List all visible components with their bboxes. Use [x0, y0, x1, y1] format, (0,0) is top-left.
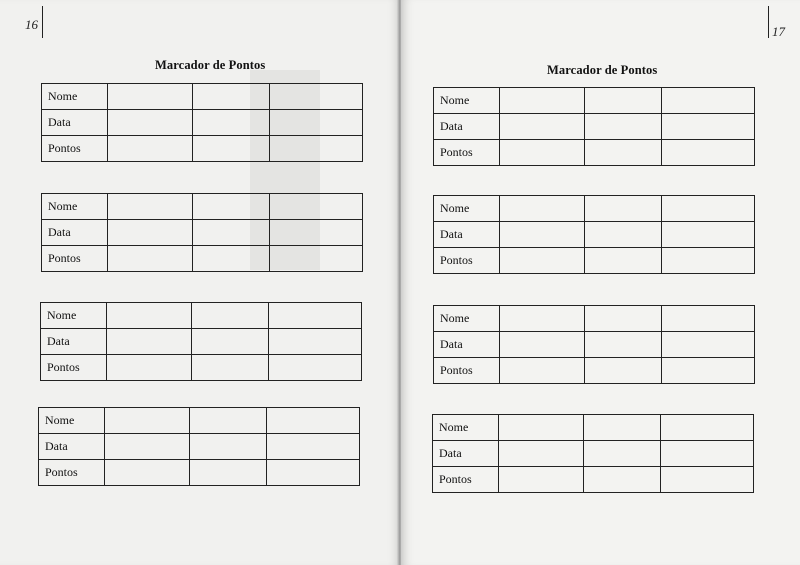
table-row [41, 329, 362, 355]
score-cell[interactable] [500, 358, 585, 384]
table-row [41, 355, 362, 381]
score-cell[interactable] [269, 355, 362, 381]
score-cell[interactable] [500, 248, 585, 274]
score-cell[interactable] [267, 408, 360, 434]
row-label: Data [39, 434, 105, 460]
score-cell[interactable] [585, 332, 662, 358]
row-label: Pontos [434, 358, 500, 384]
row-label: Nome [434, 306, 500, 332]
table-row [42, 220, 363, 246]
score-cell[interactable] [662, 306, 755, 332]
score-table-2 [41, 193, 363, 272]
table-row [39, 434, 360, 460]
score-cell[interactable] [500, 140, 585, 166]
score-table-4 [38, 407, 360, 486]
table-row [434, 114, 755, 140]
score-cell[interactable] [193, 136, 270, 162]
score-cell[interactable] [661, 441, 754, 467]
score-cell[interactable] [500, 88, 585, 114]
table-row [434, 248, 755, 274]
table-row [433, 467, 754, 493]
row-label: Pontos [434, 140, 500, 166]
right-page [401, 0, 800, 565]
table-row [42, 110, 363, 136]
table-row [42, 84, 363, 110]
row-label: Data [434, 222, 500, 248]
page-title: Marcador de Pontos [155, 58, 266, 72]
score-cell[interactable] [192, 355, 269, 381]
row-label: Data [434, 332, 500, 358]
page-number-rule [42, 6, 43, 38]
table-row [433, 441, 754, 467]
score-cell[interactable] [193, 110, 270, 136]
page-number: 16 [25, 17, 38, 32]
score-cell[interactable] [190, 460, 267, 486]
score-cell[interactable] [108, 110, 193, 136]
score-cell[interactable] [270, 246, 363, 272]
table-row [39, 460, 360, 486]
page-number-rule [768, 6, 769, 38]
score-cell[interactable] [269, 303, 362, 329]
score-cell[interactable] [585, 88, 662, 114]
row-label: Data [42, 220, 108, 246]
score-cell[interactable] [105, 434, 190, 460]
row-label: Data [42, 110, 108, 136]
score-cell[interactable] [267, 434, 360, 460]
score-cell[interactable] [105, 460, 190, 486]
score-cell[interactable] [269, 329, 362, 355]
score-cell[interactable] [108, 136, 193, 162]
score-cell[interactable] [270, 220, 363, 246]
score-cell[interactable] [661, 415, 754, 441]
score-cell[interactable] [662, 248, 755, 274]
score-cell[interactable] [270, 194, 363, 220]
score-cell[interactable] [662, 88, 755, 114]
score-cell[interactable] [270, 110, 363, 136]
score-cell[interactable] [584, 441, 661, 467]
score-cell[interactable] [193, 246, 270, 272]
score-table-1 [433, 87, 755, 166]
row-label: Nome [42, 84, 108, 110]
score-cell[interactable] [193, 84, 270, 110]
score-cell[interactable] [662, 114, 755, 140]
row-label: Pontos [42, 246, 108, 272]
row-label: Nome [433, 415, 499, 441]
row-label: Nome [39, 408, 105, 434]
score-cell[interactable] [193, 220, 270, 246]
score-cell[interactable] [500, 114, 585, 140]
row-label: Data [434, 114, 500, 140]
row-label: Pontos [434, 248, 500, 274]
row-label: Data [41, 329, 107, 355]
score-cell[interactable] [662, 358, 755, 384]
table-row [41, 303, 362, 329]
score-cell[interactable] [190, 408, 267, 434]
row-label: Nome [434, 88, 500, 114]
table-row [434, 140, 755, 166]
score-table-2 [433, 195, 755, 274]
table-row [433, 415, 754, 441]
row-label: Nome [434, 196, 500, 222]
score-cell[interactable] [107, 303, 192, 329]
score-cell[interactable] [662, 196, 755, 222]
score-cell[interactable] [105, 408, 190, 434]
table-row [39, 408, 360, 434]
table-row [434, 332, 755, 358]
score-cell[interactable] [585, 140, 662, 166]
row-label: Pontos [433, 467, 499, 493]
score-cell[interactable] [499, 415, 584, 441]
score-cell[interactable] [584, 467, 661, 493]
table-row [42, 246, 363, 272]
score-cell[interactable] [584, 415, 661, 441]
score-cell[interactable] [585, 248, 662, 274]
score-cell[interactable] [661, 467, 754, 493]
score-table-3 [433, 305, 755, 384]
table-row [434, 222, 755, 248]
page-number: 17 [772, 24, 785, 39]
score-table-3 [40, 302, 362, 381]
score-cell[interactable] [500, 222, 585, 248]
score-cell[interactable] [500, 196, 585, 222]
score-cell[interactable] [270, 136, 363, 162]
page-title: Marcador de Pontos [547, 63, 658, 77]
score-cell[interactable] [585, 222, 662, 248]
score-cell[interactable] [500, 332, 585, 358]
row-label: Pontos [42, 136, 108, 162]
table-row [434, 306, 755, 332]
score-cell[interactable] [267, 460, 360, 486]
score-table-1 [41, 83, 363, 162]
score-cell[interactable] [107, 329, 192, 355]
score-table-4 [432, 414, 754, 493]
score-cell[interactable] [662, 332, 755, 358]
score-cell[interactable] [585, 196, 662, 222]
score-cell[interactable] [108, 220, 193, 246]
row-label: Data [433, 441, 499, 467]
table-row [434, 196, 755, 222]
score-cell[interactable] [585, 358, 662, 384]
score-cell[interactable] [500, 306, 585, 332]
score-cell[interactable] [192, 329, 269, 355]
score-cell[interactable] [662, 140, 755, 166]
score-cell[interactable] [108, 194, 193, 220]
score-cell[interactable] [107, 355, 192, 381]
score-cell[interactable] [108, 84, 193, 110]
score-cell[interactable] [270, 84, 363, 110]
table-row [42, 136, 363, 162]
table-row [434, 358, 755, 384]
score-cell[interactable] [192, 303, 269, 329]
score-cell[interactable] [190, 434, 267, 460]
row-label: Pontos [41, 355, 107, 381]
score-cell[interactable] [662, 222, 755, 248]
row-label: Nome [42, 194, 108, 220]
score-cell[interactable] [499, 441, 584, 467]
table-row [42, 194, 363, 220]
row-label: Nome [41, 303, 107, 329]
score-cell[interactable] [193, 194, 270, 220]
score-cell[interactable] [499, 467, 584, 493]
score-cell[interactable] [585, 306, 662, 332]
score-cell[interactable] [108, 246, 193, 272]
score-cell[interactable] [585, 114, 662, 140]
row-label: Pontos [39, 460, 105, 486]
table-row [434, 88, 755, 114]
